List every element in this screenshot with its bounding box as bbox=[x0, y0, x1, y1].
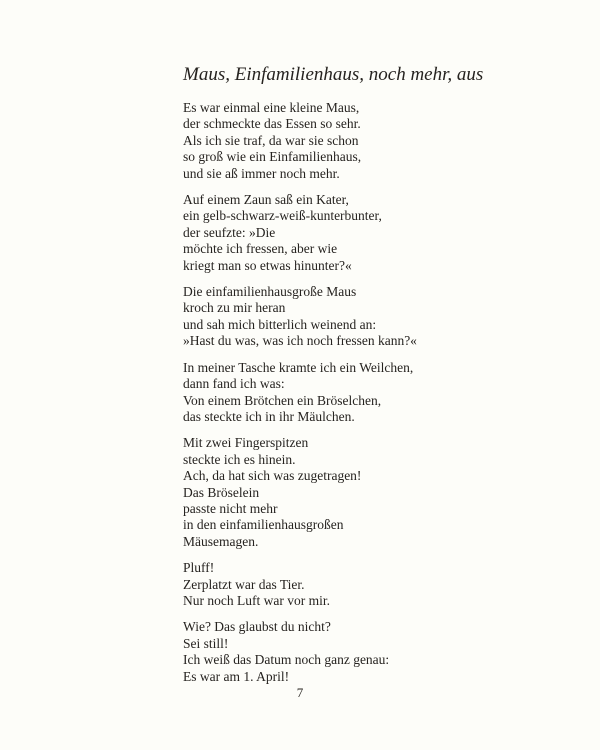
stanza-2 bbox=[183, 192, 513, 274]
stanza-6 bbox=[183, 560, 513, 609]
page-number: 7 bbox=[296, 685, 304, 700]
poem-line: Pluff! bbox=[183, 560, 215, 576]
stanza-5 bbox=[183, 435, 513, 550]
poem-line: Mäusemagen. bbox=[183, 533, 259, 549]
poem-line: Wie? Das glaubst du nicht? bbox=[183, 619, 331, 635]
stanza-7 bbox=[183, 619, 513, 685]
poem-line: Auf einem Zaun saß ein Kater, bbox=[183, 192, 349, 208]
poem-line: Es war einmal eine kleine Maus, bbox=[183, 100, 360, 115]
stanza-3 bbox=[183, 284, 513, 350]
poem-line: dann fand ich was: bbox=[183, 376, 285, 392]
poem-line: das steckte ich in ihr Mäulchen. bbox=[183, 408, 355, 424]
poem-line: und sie aß immer noch mehr. bbox=[183, 165, 340, 181]
poem-line: möchte ich fressen, aber wie bbox=[183, 241, 338, 257]
poem-line: und sah mich bitterlich weinend an: bbox=[183, 316, 377, 332]
poem-line: passte nicht mehr bbox=[183, 500, 278, 516]
poem-line: kriegt man so etwas hinunter?« bbox=[183, 257, 352, 273]
poem-line: In meiner Tasche kramte ich ein Weilchen, bbox=[183, 359, 414, 375]
stanza-4 bbox=[183, 360, 513, 426]
poem-line: Mit zwei Fingerspitzen bbox=[183, 435, 309, 451]
poem-line: Nur noch Luft war vor mir. bbox=[183, 592, 330, 608]
poem-line: steckte ich es hinein. bbox=[183, 451, 296, 467]
stanza-1 bbox=[183, 100, 513, 182]
poem-line: Die einfamilienhausgroße Maus bbox=[183, 284, 357, 300]
poem-line: Von einem Brötchen ein Bröselchen, bbox=[183, 392, 382, 408]
poem-line: Zerplatzt war das Tier. bbox=[183, 576, 305, 592]
poem-body bbox=[183, 100, 513, 695]
poem-line: Ich weiß das Datum noch ganz genau: bbox=[183, 652, 390, 668]
poem-line: Sei still! bbox=[183, 635, 229, 651]
poem-line: Es war am 1. April! bbox=[183, 668, 290, 684]
poem-line: kroch zu mir heran bbox=[183, 300, 286, 316]
poem-line: der seufzte: »Die bbox=[183, 224, 276, 240]
poem-line: der schmeckte das Essen so sehr. bbox=[183, 116, 361, 132]
poem-line: »Hast du was, was ich noch fressen kann?« bbox=[183, 333, 417, 349]
poem-line: Ach, da hat sich was zugetragen! bbox=[183, 468, 362, 484]
poem-line: Als ich sie traf, da war sie schon bbox=[183, 132, 359, 148]
poem-title: Maus, Einfamilienhaus, noch mehr, aus bbox=[183, 64, 484, 85]
poem-line: so groß wie ein Einfamilienhaus, bbox=[183, 149, 362, 165]
poem-line: ein gelb-schwarz-weiß-kunterbunter, bbox=[183, 208, 382, 224]
poem-line: in den einfamilienhausgroßen bbox=[183, 517, 344, 533]
poem-line: Das Bröselein bbox=[183, 484, 260, 500]
